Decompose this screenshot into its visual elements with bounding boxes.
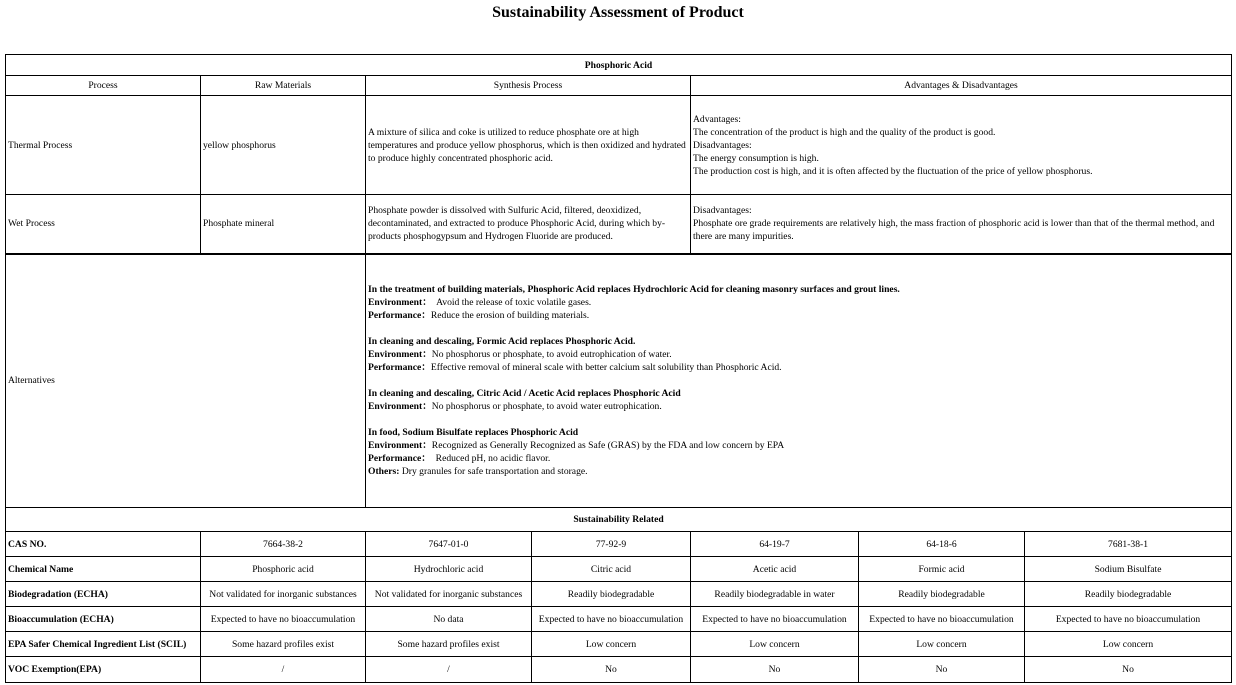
raw-thermal: yellow phosphorus bbox=[201, 96, 366, 195]
header-synthesis-process: Synthesis Process bbox=[366, 76, 691, 96]
adv-line: The energy consumption is high. bbox=[693, 152, 819, 164]
table-cell: 7681-38-1 bbox=[1025, 532, 1232, 557]
page-title: Sustainability Assessment of Product bbox=[492, 4, 744, 21]
table-cell: Low concern bbox=[859, 632, 1025, 657]
table-cell: Expected to have no bioaccumulation bbox=[201, 607, 366, 632]
table-cell: Low concern bbox=[691, 632, 859, 657]
alt-key: Performance： bbox=[368, 310, 431, 322]
alternative-heading: In cleaning and descaling, Formic Acid replaces Phosphoric Acid. bbox=[368, 336, 636, 348]
synthesis-thermal: A mixture of silica and coke is utilized to reduce phosphate ore at high temperatures and produce yellow phosphorus, which is then oxidized and hydrated to produce highly concentrated phosphoric acid. bbox=[366, 96, 691, 195]
table-cell: Formic acid bbox=[859, 557, 1025, 582]
alt-key: Others: bbox=[368, 466, 400, 478]
table-cell: 64-18-6 bbox=[859, 532, 1025, 557]
table-row bbox=[6, 582, 1232, 607]
header-process: Process bbox=[6, 76, 201, 96]
table-cell: Hydrochloric acid bbox=[366, 557, 532, 582]
table-cell: 77-92-9 bbox=[532, 532, 691, 557]
table-cell: Some hazard profiles exist bbox=[201, 632, 366, 657]
table-cell: / bbox=[366, 657, 532, 683]
row-label: Biodegradation (ECHA) bbox=[6, 582, 201, 607]
alt-value: Avoid the release of toxic volatile gases. bbox=[431, 297, 592, 309]
table-row bbox=[6, 195, 1232, 254]
table-cell: Low concern bbox=[532, 632, 691, 657]
alt-value: Recognized as Generally Recognized as Safe (GRAS) by the FDA and low concern by EPA bbox=[431, 440, 785, 452]
alternative-block bbox=[368, 426, 1229, 478]
table-cell: Expected to have no bioaccumulation bbox=[1025, 607, 1232, 632]
process-wet: Wet Process bbox=[6, 195, 201, 254]
alt-value: No phosphorus or phosphate, to avoid eutrophication of water. bbox=[431, 349, 672, 361]
alt-key: Environment： bbox=[368, 440, 432, 452]
alt-key: Environment： bbox=[368, 401, 432, 413]
table-cell: No bbox=[1025, 657, 1232, 683]
alt-value: Reduced pH, no acidic flavor. bbox=[430, 453, 551, 465]
adv-line: The production cost is high, and it is often affected by the fluctuation of the price of yellow phosphorus. bbox=[693, 165, 1093, 177]
table-cell: Readily biodegradable bbox=[859, 582, 1025, 607]
adv-line: Disadvantages: bbox=[693, 139, 752, 151]
table-cell: Low concern bbox=[1025, 632, 1232, 657]
alt-key: Environment： bbox=[368, 297, 432, 309]
table-cell: 7664-38-2 bbox=[201, 532, 366, 557]
assessment-table bbox=[5, 54, 1232, 683]
alternative-block bbox=[368, 387, 1229, 413]
table-cell: Expected to have no bioaccumulation bbox=[532, 607, 691, 632]
table-row bbox=[6, 254, 1232, 508]
synthesis-wet: Phosphate powder is dissolved with Sulfuric Acid, filtered, deoxidized, decontaminated, and extracted to produce Phosphoric Acid, during which by-products phosphogypsum and Hydrogen Fluoride are produced. bbox=[366, 195, 691, 254]
table-cell: Phosphoric acid bbox=[201, 557, 366, 582]
table-cell: Readily biodegradable bbox=[532, 582, 691, 607]
table-row bbox=[6, 632, 1232, 657]
adv-thermal bbox=[691, 96, 1232, 195]
alt-value: Effective removal of mineral scale with better calcium salt solubility than Phosphoric Acid. bbox=[430, 362, 782, 374]
alt-value: Reduce the erosion of building materials. bbox=[430, 310, 590, 322]
adv-line: The concentration of the product is high and the quality of the product is good. bbox=[693, 126, 996, 138]
header-raw-materials: Raw Materials bbox=[201, 76, 366, 96]
table-row bbox=[6, 532, 1232, 557]
table-cell: Not validated for inorganic substances bbox=[201, 582, 366, 607]
header-advantages-disadvantages: Advantages & Disadvantages bbox=[691, 76, 1232, 96]
alternative-block bbox=[368, 335, 1229, 374]
alternative-heading: In the treatment of building materials, Phosphoric Acid replaces Hydrochloric Acid for cleaning masonry surfaces and grout lines. bbox=[368, 284, 900, 296]
alternatives-label: Alternatives bbox=[6, 254, 366, 508]
alternative-block bbox=[368, 283, 1229, 322]
adv-line: Advantages: bbox=[693, 113, 741, 125]
adv-line: Disadvantages: bbox=[693, 205, 752, 217]
alt-key: Environment： bbox=[368, 349, 432, 361]
row-label: EPA Safer Chemical Ingredient List (SCIL) bbox=[6, 632, 201, 657]
table-cell: Expected to have no bioaccumulation bbox=[859, 607, 1025, 632]
table-cell: No bbox=[859, 657, 1025, 683]
alternative-heading: In cleaning and descaling, Citric Acid / Acetic Acid replaces Phosphoric Acid bbox=[368, 388, 681, 400]
section-title-sustainability: Sustainability Related bbox=[6, 508, 1232, 532]
table-cell: 64-19-7 bbox=[691, 532, 859, 557]
row-label: CAS NO. bbox=[6, 532, 201, 557]
table-row bbox=[6, 96, 1232, 195]
adv-line: Phosphate ore grade requirements are relatively high, the mass fraction of phosphoric acid is lower than that of the thermal method, and there are many impurities. bbox=[693, 218, 1215, 243]
table-cell: Expected to have no bioaccumulation bbox=[691, 607, 859, 632]
table-cell: Citric acid bbox=[532, 557, 691, 582]
adv-wet bbox=[691, 195, 1232, 254]
table-cell: / bbox=[201, 657, 366, 683]
table-cell: No bbox=[532, 657, 691, 683]
row-label: Bioaccumulation (ECHA) bbox=[6, 607, 201, 632]
section-title-phosphoric-acid: Phosphoric Acid bbox=[6, 55, 1232, 76]
table-cell: Readily biodegradable in water bbox=[691, 582, 859, 607]
row-label: Chemical Name bbox=[6, 557, 201, 582]
table-cell: Acetic acid bbox=[691, 557, 859, 582]
table-cell: No data bbox=[366, 607, 532, 632]
raw-wet: Phosphate mineral bbox=[201, 195, 366, 254]
table-row bbox=[6, 657, 1232, 683]
table-cell: Readily biodegradable bbox=[1025, 582, 1232, 607]
alt-value: Dry granules for safe transportation and storage. bbox=[399, 466, 588, 478]
table-row bbox=[6, 557, 1232, 582]
alternative-heading: In food, Sodium Bisulfate replaces Phosphoric Acid bbox=[368, 427, 579, 439]
alt-key: Performance： bbox=[368, 453, 431, 465]
table-cell: Not validated for inorganic substances bbox=[366, 582, 532, 607]
table-cell: 7647-01-0 bbox=[366, 532, 532, 557]
table-row bbox=[6, 607, 1232, 632]
row-label: VOC Exemption(EPA) bbox=[6, 657, 201, 683]
alt-key: Performance： bbox=[368, 362, 431, 374]
process-thermal: Thermal Process bbox=[6, 96, 201, 195]
table-cell: Some hazard profiles exist bbox=[366, 632, 532, 657]
alt-value: No phosphorus or phosphate, to avoid water eutrophication. bbox=[431, 401, 662, 413]
table-cell: No bbox=[691, 657, 859, 683]
alternatives-content bbox=[366, 254, 1232, 508]
table-cell: Sodium Bisulfate bbox=[1025, 557, 1232, 582]
